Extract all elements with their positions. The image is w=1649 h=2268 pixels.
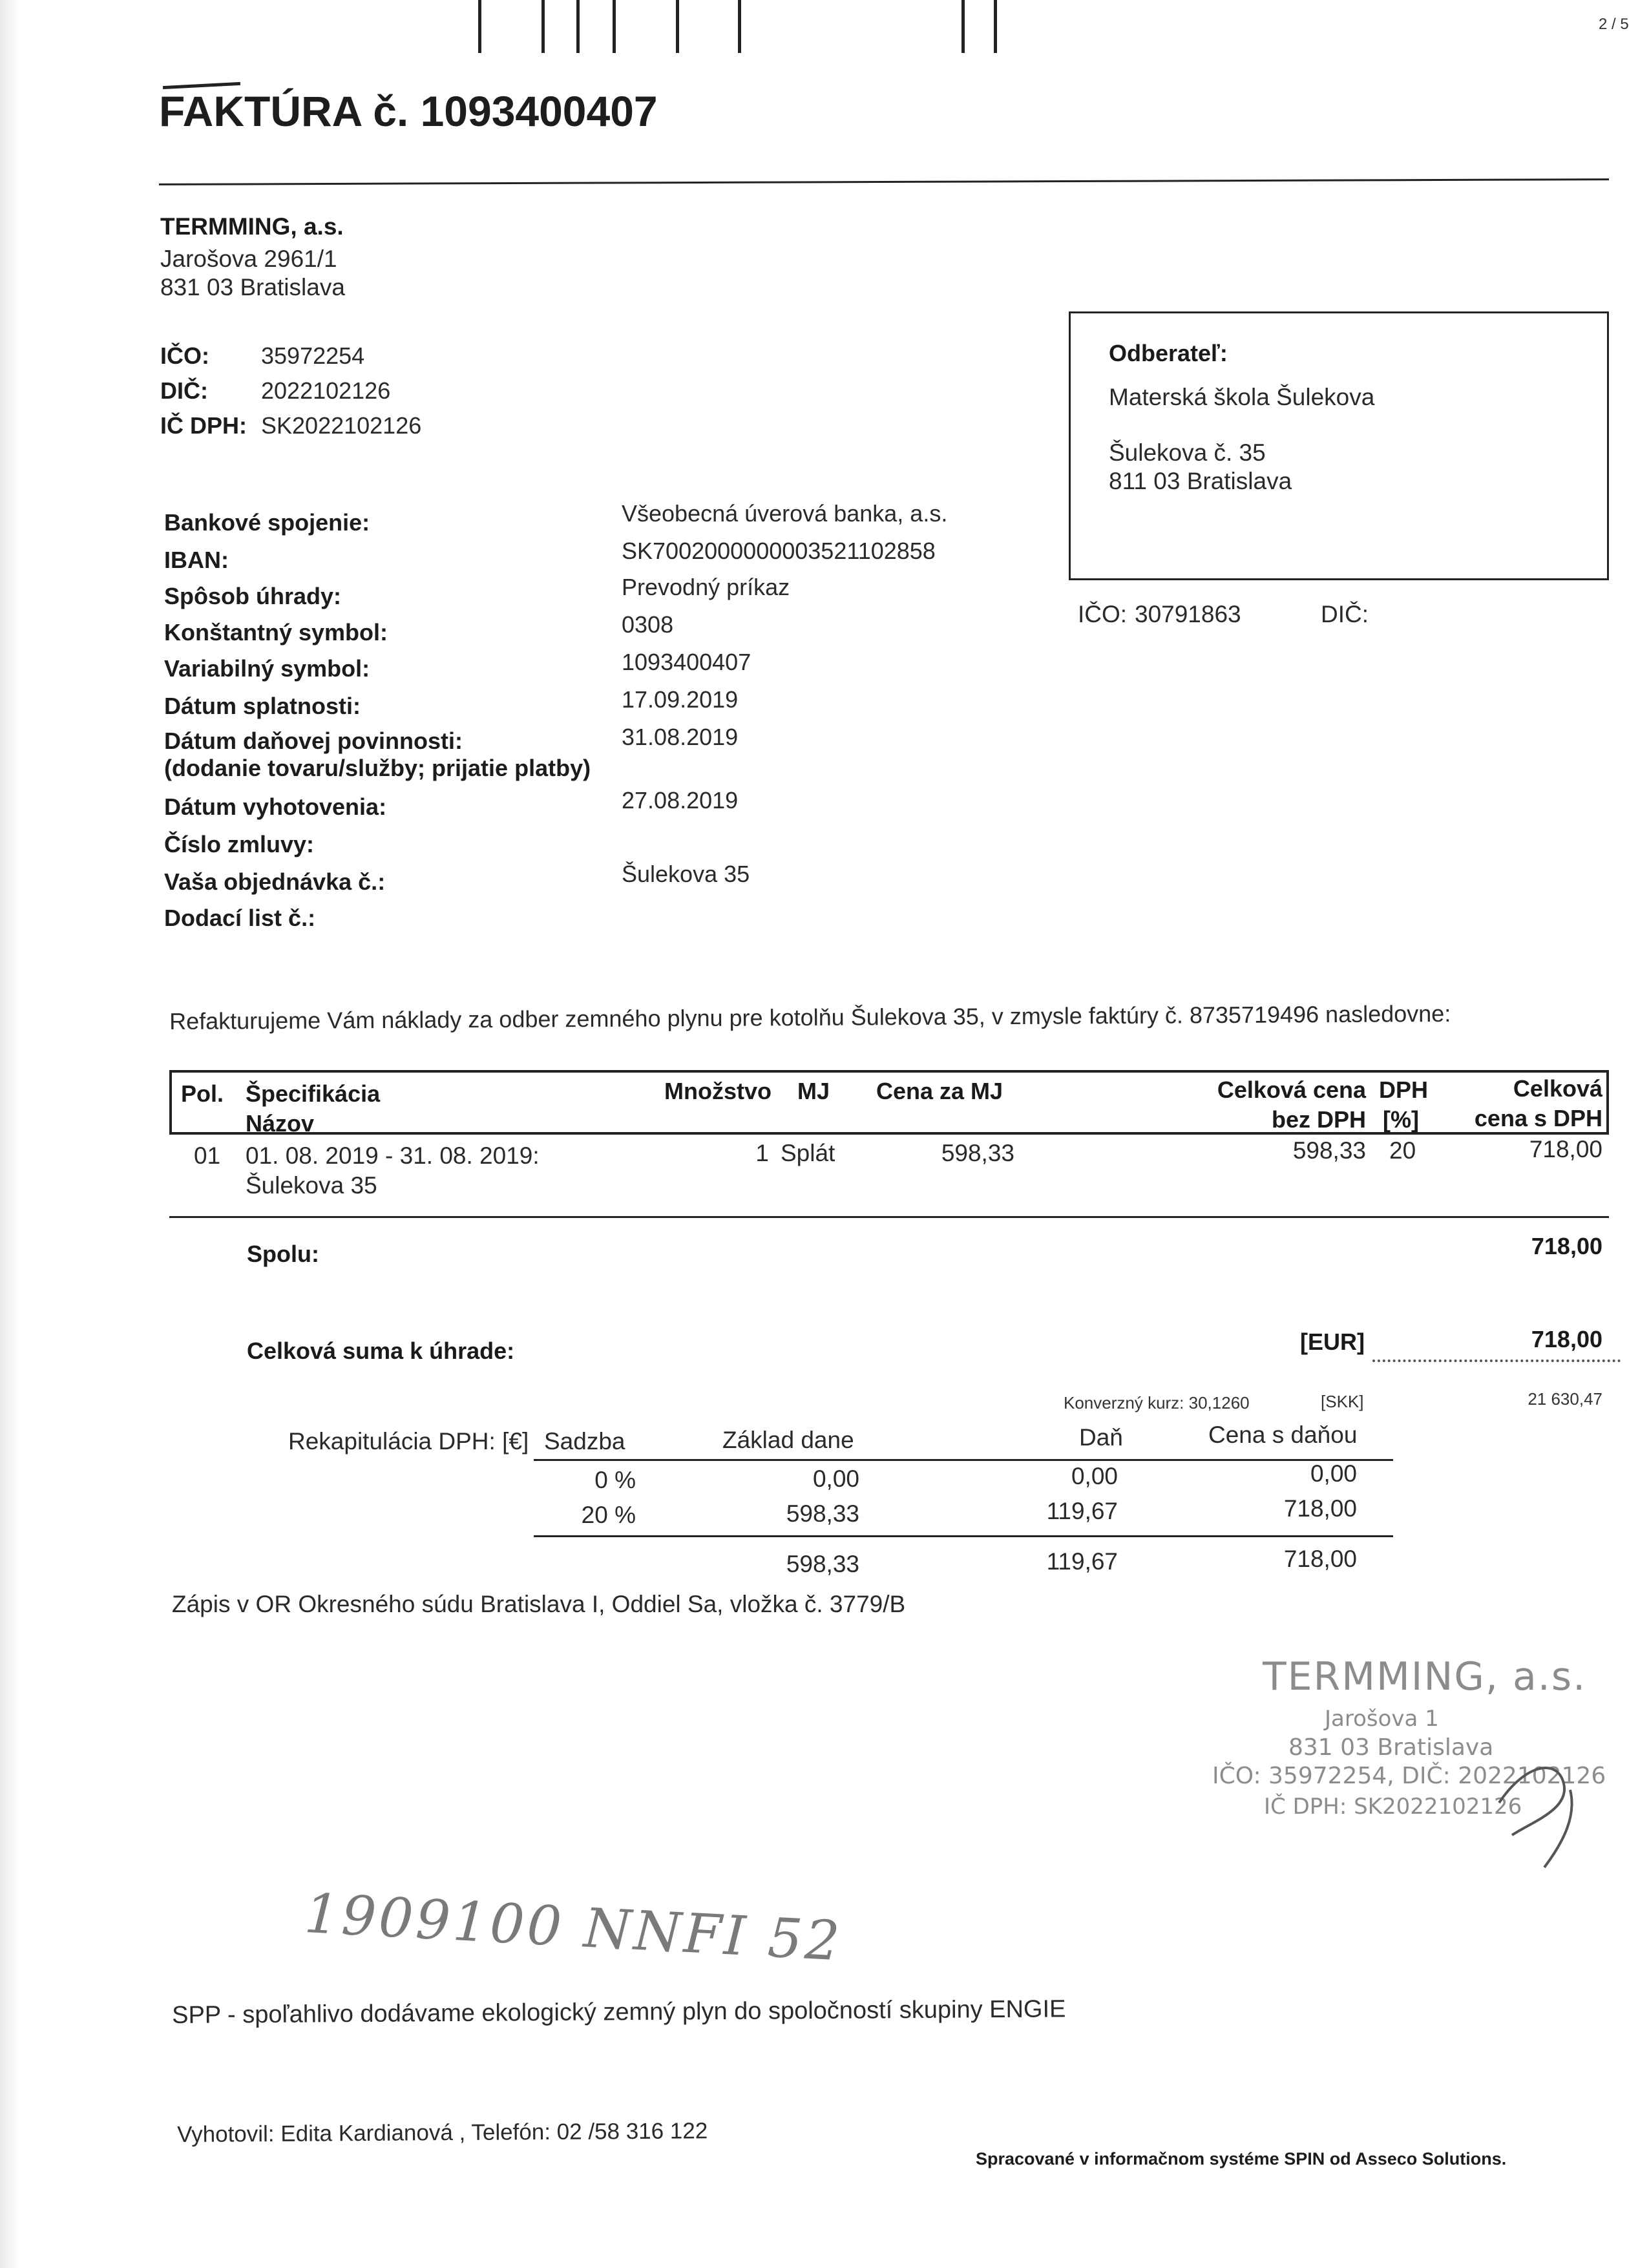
row-name: Šulekova 35 bbox=[246, 1172, 377, 1199]
sum-value: 718,00 bbox=[1531, 1233, 1602, 1259]
stamp-line-3: 831 03 Bratislava bbox=[1288, 1734, 1494, 1761]
col-header-vat-1: DPH bbox=[1379, 1076, 1429, 1103]
table-left-border bbox=[169, 1070, 172, 1135]
customer-city: 811 03 Bratislava bbox=[1109, 468, 1292, 494]
vat-recap-label: Rekapitulácia DPH: [€] bbox=[288, 1428, 529, 1454]
var-symbol-label: Variabilný symbol: bbox=[164, 655, 370, 682]
row-vat: 20 bbox=[1389, 1137, 1416, 1164]
order-label: Vaša objednávka č.: bbox=[164, 868, 386, 895]
bank-label: Bankové spojenie: bbox=[164, 509, 370, 536]
col-header-name: Názov bbox=[246, 1110, 315, 1137]
conversion-amount: 21 630,47 bbox=[1528, 1389, 1602, 1409]
vat-col-base: Základ dane bbox=[722, 1427, 854, 1453]
supplier-city: 831 03 Bratislava bbox=[160, 274, 345, 300]
footer-issuer: Vyhotovil: Edita Kardianová , Telefón: 02 /58 316 122 bbox=[177, 2118, 708, 2147]
vat-row-total: 718,00 bbox=[1283, 1495, 1357, 1522]
iban-value: SK7002000000003521102858 bbox=[622, 538, 936, 564]
title-divider bbox=[159, 178, 1609, 185]
vat-sum-total: 718,00 bbox=[1283, 1546, 1357, 1572]
tax-date-value: 31.08.2019 bbox=[622, 724, 739, 750]
vat-row-rate: 20 % bbox=[581, 1502, 636, 1528]
total-due-underline bbox=[1372, 1360, 1621, 1362]
supplier-ico: 35972254 bbox=[261, 342, 365, 369]
vat-sum-tax: 119,67 bbox=[1046, 1548, 1118, 1575]
intro-text: Refakturujeme Vám náklady za odber zemného plynu pre kotolňu Šulekova 35, v zmysle faktúry č. 8735719496 nasledovne: bbox=[169, 1000, 1451, 1034]
row-pol: 01 bbox=[194, 1142, 221, 1169]
supplier-icdph-label: IČ DPH: bbox=[160, 412, 247, 439]
stamp-line-2: Jarošova 1 bbox=[1325, 1706, 1439, 1732]
vat-row-tax: 119,67 bbox=[1046, 1498, 1118, 1524]
row-total-inc: 718,00 bbox=[1529, 1136, 1602, 1162]
vat-row-rate: 0 % bbox=[594, 1467, 636, 1493]
col-header-total-inc-1: Celková bbox=[1513, 1075, 1602, 1102]
vat-col-tax: Daň bbox=[1079, 1424, 1123, 1451]
const-symbol-value: 0308 bbox=[622, 611, 674, 638]
vat-col-rate: Sadzba bbox=[544, 1428, 625, 1454]
handwritten-note: 1909100 NNFI 52 bbox=[302, 1882, 844, 1973]
customer-ico: 30791863 bbox=[1135, 601, 1241, 627]
col-header-total-ex-2: bez DPH bbox=[1271, 1106, 1366, 1133]
signature-mark bbox=[1473, 1745, 1602, 1874]
const-symbol-label: Konštantný symbol: bbox=[164, 619, 388, 646]
supplier-ico-label: IČO: bbox=[160, 342, 209, 369]
customer-heading: Odberateľ: bbox=[1109, 340, 1228, 366]
total-due-label: Celková suma k úhrade: bbox=[247, 1338, 515, 1364]
order-value: Šulekova 35 bbox=[622, 861, 750, 887]
bank-value: Všeobecná úverová banka, a.s. bbox=[622, 500, 948, 527]
vat-row-base: 0,00 bbox=[812, 1465, 859, 1492]
footer-slogan: SPP - spoľahlivo dodávame ekologický zemný plyn do spoločností skupiny ENGIE bbox=[172, 1995, 1066, 2029]
contract-label: Číslo zmluvy: bbox=[164, 831, 315, 857]
sum-label: Spolu: bbox=[247, 1241, 319, 1267]
total-due-value: 718,00 bbox=[1531, 1326, 1602, 1352]
row-spec: 01. 08. 2019 - 31. 08. 2019: bbox=[246, 1142, 540, 1169]
row-unit: Splát bbox=[781, 1140, 835, 1166]
row-price: 598,33 bbox=[941, 1140, 1014, 1166]
registry-note: Zápis v OR Okresného súdu Bratislava I, Oddiel Sa, vložka č. 3779/B bbox=[172, 1591, 906, 1617]
supplier-street: Jarošova 2961/1 bbox=[160, 246, 337, 272]
col-header-qty: Množstvo bbox=[664, 1078, 772, 1104]
vat-sum-base: 598,33 bbox=[786, 1551, 859, 1577]
supplier-name: TERMMING, a.s. bbox=[160, 213, 344, 240]
stamp-line-5: IČ DPH: SK2022102126 bbox=[1264, 1794, 1522, 1820]
row-qty: 1 bbox=[755, 1140, 769, 1166]
table-bottom-border bbox=[169, 1216, 1609, 1218]
vat-sum-line bbox=[534, 1535, 1393, 1537]
vat-row-base: 598,33 bbox=[786, 1500, 859, 1527]
method-label: Spôsob úhrady: bbox=[164, 583, 342, 609]
col-header-total-inc-2: cena s DPH bbox=[1474, 1105, 1602, 1131]
col-header-vat-2: [%] bbox=[1383, 1106, 1419, 1133]
supplier-icdph: SK2022102126 bbox=[261, 412, 422, 439]
row-total-ex: 598,33 bbox=[1292, 1137, 1366, 1164]
var-symbol-value: 1093400407 bbox=[622, 649, 751, 675]
tax-date-note: (dodanie tovaru/služby; prijatie platby) bbox=[164, 755, 591, 781]
col-header-total-ex-1: Celková cena bbox=[1217, 1076, 1366, 1103]
vat-col-total: Cena s daňou bbox=[1208, 1422, 1358, 1448]
invoice-title: FAKTÚRA č. 1093400407 bbox=[159, 87, 658, 135]
tax-date-label: Dátum daňovej povinnosti: bbox=[164, 728, 463, 754]
conversion-currency: [SKK] bbox=[1321, 1392, 1364, 1411]
total-due-currency: [EUR] bbox=[1300, 1328, 1365, 1355]
col-header-pol: Pol. bbox=[181, 1080, 224, 1107]
stamp-line-1: TERMMING, a.s. bbox=[1263, 1654, 1587, 1699]
delivery-note-label: Dodací list č.: bbox=[164, 905, 316, 931]
page-number: 2 / 5 bbox=[1599, 16, 1629, 33]
due-date-label: Dátum splatnosti: bbox=[164, 693, 361, 719]
conversion-rate: Konverzný kurz: 30,1260 bbox=[1064, 1393, 1250, 1412]
customer-name: Materská škola Šulekova bbox=[1109, 384, 1375, 410]
col-header-price: Cena za MJ bbox=[876, 1078, 1003, 1104]
table-right-border bbox=[1606, 1070, 1609, 1135]
due-date-value: 17.09.2019 bbox=[622, 686, 739, 713]
supplier-dic: 2022102126 bbox=[261, 377, 391, 404]
customer-ico-label: IČO: bbox=[1078, 601, 1128, 627]
supplier-dic-label: DIČ: bbox=[160, 377, 208, 404]
stamp-line-4: IČO: 35972254, DIČ: 2022102126 bbox=[1212, 1763, 1606, 1789]
col-header-unit: MJ bbox=[797, 1078, 830, 1104]
vat-row-tax: 0,00 bbox=[1071, 1463, 1118, 1489]
customer-dic-label: DIČ: bbox=[1321, 601, 1369, 627]
vat-row-total: 0,00 bbox=[1310, 1460, 1357, 1487]
iban-label: IBAN: bbox=[164, 547, 229, 573]
footer-system: Spracované v informačnom systéme SPIN od Asseco Solutions. bbox=[976, 2149, 1507, 2168]
customer-street: Šulekova č. 35 bbox=[1109, 439, 1266, 466]
issue-date-label: Dátum vyhotovenia: bbox=[164, 793, 387, 820]
col-header-spec: Špecifikácia bbox=[246, 1080, 381, 1107]
table-top-border bbox=[169, 1070, 1609, 1073]
method-value: Prevodný príkaz bbox=[622, 574, 790, 600]
scan-edge-shadow bbox=[0, 0, 19, 2268]
issue-date-value: 27.08.2019 bbox=[622, 787, 739, 814]
